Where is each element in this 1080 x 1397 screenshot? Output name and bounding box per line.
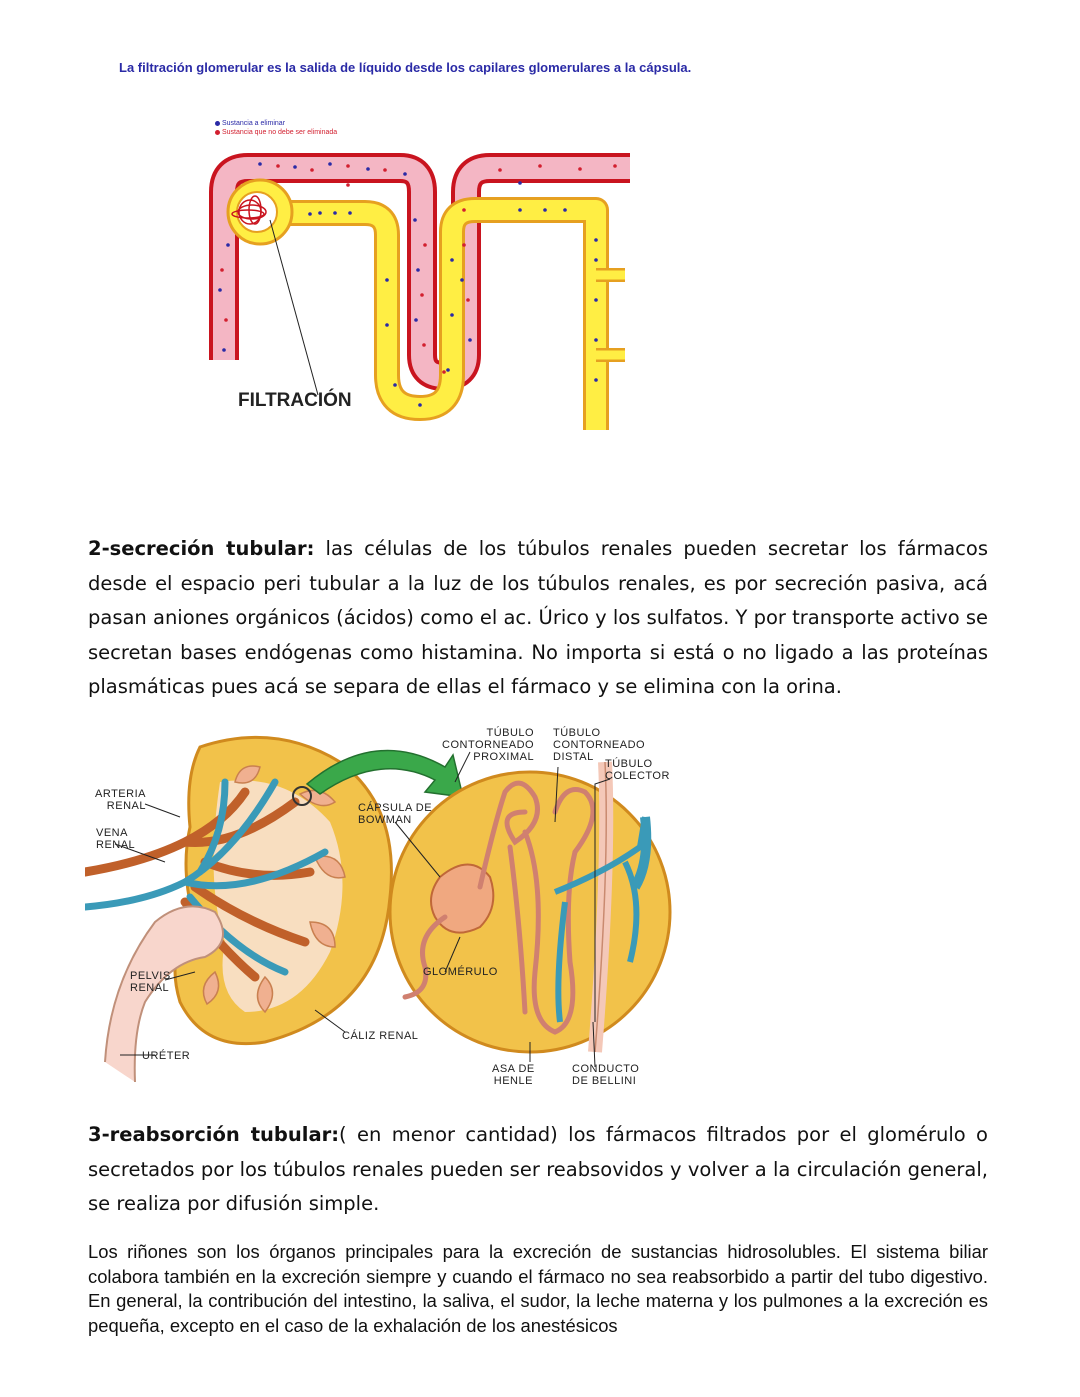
nephron-legend (215, 119, 337, 137)
label-capsula-bowman: CÁPSULA DE BOWMAN (358, 802, 433, 826)
red-dot-icon (215, 130, 220, 135)
filtration-pointer-line (270, 220, 318, 395)
label-glomerulo: GLOMÉRULO (423, 966, 498, 978)
label-tubulo-proximal: TÚBULO CONTORNEADO PROXIMAL (442, 727, 535, 763)
section-2-body: las células de los túbulos renales pueden secretar los fármacos desde el espacio peri tubular a la luz de los túbulos renales, es por secreción pasiva, acá pasan aniones orgánicos (ácidos) como el ac. Úrico y los sulfatos. Y por transporte activo se secretan bases endógenas como histamina. No importa si está o no ligado a las proteínas plasmáticas pues acá se separa de ellas el fármaco y se elimina con la orina. (88, 537, 988, 698)
blue-dot-icon (215, 121, 220, 126)
label-ureter: URÉTER (142, 1050, 191, 1062)
intro-text: La filtración glomerular es la salida de líquido desde los capilares glomerulares a la cápsula. (119, 60, 692, 75)
label-arteria-renal: ARTERIA RENAL (95, 788, 146, 812)
legend-item-keep (215, 128, 337, 137)
label-vena-renal: VENA RENAL (96, 827, 136, 851)
closing-paragraph: Los riñones son los órganos principales para la excreción de sustancias hidrosolubles. El sistema biliar colabora también en la excreción siempre y cuando el fármaco no sea reabsorbido a partir del tubo digestivo. En general, la contribución del intestino, la saliva, el sudor, la leche materna y los pulmones a la excreción es pequeña, excepto en el caso de la exhalación de los anestésicos (88, 1241, 988, 1336)
filtration-label: FILTRACIÓN (238, 390, 352, 411)
bowman-capsule (228, 180, 292, 244)
legend-item-eliminate (215, 119, 337, 128)
label-tubulo-colector: TÚBULO COLECTOR (605, 758, 670, 782)
section-3-body: ( en menor cantidad) los fármacos filtrados por el glomérulo o secretados por los túbulos renales pueden ser reabsovidos y volver a la circulación general, se realiza por difusión simple. (88, 1123, 988, 1215)
section-3-title: 3-reabsorción tubular: (88, 1123, 340, 1146)
legend-label-keep: Sustancia que no debe ser eliminada (222, 129, 338, 136)
label-caliz-renal: CÁLIZ RENAL (342, 1030, 419, 1042)
section-2-title: 2-secreción tubular: (88, 537, 315, 560)
label-asa-henle: ASA DE HENLE (492, 1063, 535, 1087)
label-pelvis-renal: PELVIS RENAL (130, 970, 171, 994)
label-conducto-bellini: CONDUCTO DE BELLINI (572, 1063, 640, 1087)
section-3-paragraph (88, 1118, 988, 1222)
label-tubulo-distal: TÚBULO CONTORNEADO DISTAL (553, 727, 646, 763)
section-2-paragraph (88, 532, 988, 705)
legend-label-eliminate: Sustancia a eliminar (222, 120, 286, 127)
